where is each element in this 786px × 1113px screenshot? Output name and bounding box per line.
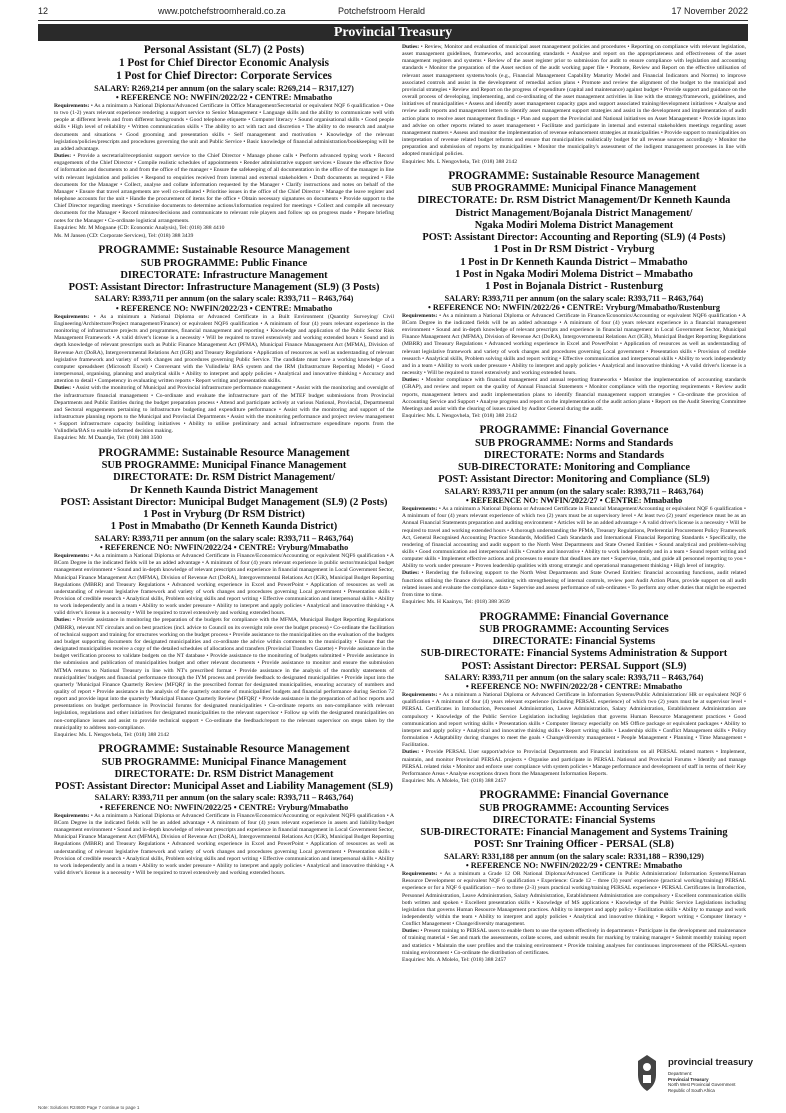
- advert-paragraph: Requirements: • As a minimum a National Diploma/Advanced Certificate in Office Management/Secretarial or equivalent NQF 6 qualification • One to two (1-2) years relevant experience rendering a support service to Senior Management • Language skills and the ability to communicate well with people at different levels and from different backgrounds • Good telephone etiquette • Computer literacy • Sound organisational skills • Good people skills • High level of reliability • Written communication skills • The ability to act with tact and discretion • The ability to do research and analyse documents and situations • Good grooming and presentation skills • Self management and motivation • Knowledge of the relevant legislation/policies/prescripts and procedures governing the unit and Public Service • Basic knowledge of financial administration/bookkeeping will be an added advantage.: [54, 103, 394, 152]
- treasury-logo: [634, 1053, 762, 1099]
- advert-heading: 1 Post for Chief Director: Corporate Services: [116, 70, 332, 83]
- advert-heading: SALARY: R393,711 per annum (on the salary scale: R393,711 – R463,764): [94, 793, 354, 803]
- advert-paragraph: Requirements: • As a minimum a National Diploma or Advanced Certificate in Finance/Economics/Accounting or equivalent NQF6 qualification • A BCom Degree in the indicated fields will be an added advantage • A minimum of four (4) years relevant experience in public sector/municipal budget management environment • Sound and in-depth knowledge of relevant prescripts and experience in financial management in Local Government Sector, Municipal Finance Management Act (MFMA), Division of Revenue Act (DoRA), Intergovernmental Relations Act (IGR), Municipal Budget Reporting Regulations (MBRR) and Treasury Regulations • Advanced working experience in Excel and PowerPoint • Application of resources as well as understanding of relevant legislative framework and variety of work changes and procedures governing Local government • Presentation skills • Provision of credible research • Analytical skills, Problem solving skills and report writing • Effective communication and interpersonal skills • Ability to work independently and in a team • Ability to work under pressure • Ability to interpret and apply policies • Analytical and innovative thinking • A valid driver's license is a necessity • Will be required to travel extensively and working extended hours.: [54, 553, 394, 617]
- job-advert: [402, 789, 746, 964]
- job-advert: [54, 447, 394, 739]
- logo-line: Department:: [668, 1071, 693, 1076]
- header-divider: [38, 20, 748, 21]
- paragraph-label: Duties:: [402, 377, 420, 384]
- advert-heading: PROGRAMME: Financial Governance: [479, 789, 669, 802]
- advert-heading: POST: Assistant Director: Municipal Asset and Liability Management (SL9): [55, 781, 393, 793]
- advert-heading: • REFERENCE NO: NWFIN/2022/22 • CENTRE: Mmabatho: [115, 93, 333, 103]
- logo-title: provincial treasury: [668, 1057, 754, 1068]
- advert-heading: SALARY: R331,188 per annum (on the salary scale: R331,188 – R390,129): [444, 851, 704, 861]
- paragraph-label: Requirements:: [54, 103, 90, 109]
- advert-heading: • REFERENCE NO: NWFIN/2022/23 • CENTRE: Mmabatho: [115, 304, 333, 314]
- advert-paragraph: Requirements: • As a minimum a National Diploma or Advanced Certificate in Information Systems/Public Administration/ HR or equivalent NQF 6 qualification • A minimum of four (4) years relevant experience (including PERSAL experience) of which two (2) years must be at supervisor level • PERSAL Certificates in Introduction, Personnel Administration, Leave Administration, Salary Administration, Establishment Administration are compulsory • Knowledge of the Public Service Legislation including legislation that governs Human Resource Management practices • Good communication and report writing skills • Presentation skills • Computer literacy especially on MS Office package or equivalent packages • Ability to interpret and apply policy • Analytical and innovative thinking skills • Report writing skills • Leadership skills • Conflict Management skills • Policy formulation • Adaptability during changes to meet the goals • Change/diversity management • People Management • Planning • Time Management • Facilitation.: [402, 692, 746, 749]
- advert-heading: PROGRAMME: Sustainable Resource Management: [98, 446, 350, 459]
- paragraph-label: Requirements:: [402, 692, 438, 699]
- paper-name: Potchefstroom Herald: [338, 6, 426, 16]
- advert-paragraph: Duties: • Monitor compliance with financial management and annual reporting frameworks • Monitor the implementation of accounting standards (GRAP), and review and report on the quality of Annual Financial Statements • Monitor compliance with the reporting requirements • Review audit reports, management letters and audit implementation plans to identify financial management support strategies • Co-ordinate the provision of Accounting Service and Support • Analyse progress and report on the implementation of the audit action plans • Report on the Audit Steering Committee Meetings and assist with the clearing of issues raised by Auditor General during the audit.: [402, 377, 746, 412]
- advert-heading: DIRECTORATE: Dr. RSM District Management/Dr Kenneth Kaunda District Management/Bojanala District Management/: [417, 195, 731, 219]
- job-advert: [54, 743, 394, 877]
- advert-heading: SUB-DIRECTORATE: Monitoring and Compliance: [458, 462, 690, 474]
- advert-heading: POST: Snr Training Officer - PERSAL (SL8): [474, 839, 674, 851]
- paragraph-label: Duties:: [54, 385, 72, 392]
- page-header: [38, 6, 748, 20]
- paragraph-label: Requirements:: [402, 506, 438, 513]
- advert-heading: • REFERENCE NO: NWFIN/2022/28 • CENTRE: Mmabatho: [465, 682, 683, 692]
- advert-heading: 1 Post in Dr RSM District - Vryburg: [493, 244, 655, 256]
- advert-heading: • REFERENCE NO: NWFIN/2022/25 • CENTRE: Vryburg/Mmabatho: [99, 803, 349, 813]
- logo-line: Provincial Treasury: [668, 1076, 709, 1082]
- advert-heading: 1 Post in Vryburg (Dr RSM District): [143, 509, 305, 521]
- advert-heading: SALARY: R393,711 per annum (on the salary scale: R393,711 – R463,764): [94, 533, 354, 543]
- logo-line: North West Provincial Government: [668, 1082, 736, 1088]
- advert-heading: SUB PROGRAMME: Municipal Finance Management: [101, 460, 347, 472]
- right-column: [402, 44, 746, 1101]
- advert-paragraph: Duties: • Present training to PERSAL users to enable them to use the system effectively in departments • Participate in the development and maintenance of training material • Set and mark the assessments, collate scores, and submit results for marking by training manager • Submit monthly training report and statistics • Maintain the user profiles and the training environment • Provide training analyses for continuous improvement of the PERSAL-system training environment • Co-ordinate the distribution of certificates.: [402, 928, 746, 956]
- advert-heading: SALARY: R393,711 per annum (on the salary scale: R393,711 – R463,764): [444, 672, 704, 682]
- advert-heading: SUB PROGRAMME: Public Finance: [140, 257, 308, 269]
- job-advert: [402, 170, 746, 421]
- advert-heading: PROGRAMME: Sustainable Resource Management: [98, 244, 350, 257]
- advert-heading: POST: Assistant Director: Municipal Budget Management (SL9) (2 Posts): [60, 496, 388, 508]
- paragraph-label: Requirements:: [402, 312, 438, 319]
- job-advert: [402, 44, 746, 166]
- advert-heading: 1 Post in Bojanala District - Rustenburg: [485, 281, 663, 293]
- advert-heading: 1 Post in Mmabatho (Dr Kenneth Kaunda District): [110, 521, 338, 533]
- advert-heading: DIRECTORATE: Dr. RSM District Management: [114, 768, 334, 780]
- advert-heading: POST: Assistant Director: Monitoring and Compliance (SL9): [438, 474, 710, 486]
- advert-paragraph: Requirements: • As a minimum a National Diploma or Advanced Certificate in Finance/Economics/Accounting or equivalent NQF6 qualification • A BCom Degree in the indicated fields will be an added advantage • A minimum of four (4) years relevant experience in assets and liability/budget management environment • Sound and in-depth knowledge of relevant prescripts and experience in financial management in Local Government Sector, Municipal Finance Management Act (MFMA), Division of Revenue Act (DoRA), Intergovernmental Relations Act (IGR), Municipal Budget Reporting Regulations (MBRR) and Treasury Regulations • Advanced working experience in Excel and PowerPoint • Application of resources as well as understanding of relevant legislative framework and variety of work changes and procedures governing Local government • Presentation skills • Provision of credible research • Analytical skills, Problem solving skills and report writing • Effective communication and interpersonal skills • Ability to work independently and in a team • Ability to work under pressure • Ability to interpret and apply policies • Analytical and innovative thinking • A valid driver's license is a necessity • Will be required to travel extensively and working extended hours.: [54, 812, 394, 876]
- advert-paragraph: Requirements: • As a minimum a Grade 12 OR National Diploma/Advanced Certificate in Public Administration/ Information Systems/Human Resource Development or equivalent NQF 6 qualification • Experience: Grade 12 – three (3) years' experience (practical working/training) PERSAL experience or for a NQF 6 qualification – two to three (2-3) years practical working/training PERSAL experience • PERSAL Certificates in Introduction, Personnel Administration, Leave Administration, Salary Administration, Establishment Administration are compulsory • Excellent communication skills both written and spoken • Excellent presentation skills • Knowledge of MS applications • Knowledge of the Public Service Legislations including legislation that governs Human Resource Management practices. Ability to interpret and apply policy • Facilitation skills • Ability to manage and work independently within the team • Ability to interpret and apply policies • Analytical and innovative thinking • Report writing • Computer literacy • Conflict Management • Change/diversity management.: [402, 871, 746, 928]
- advert-heading: PROGRAMME: Financial Governance: [479, 424, 669, 437]
- advert-heading: 1 Post in Dr Kenneth Kaunda District – Mmabatho: [460, 256, 688, 268]
- job-advert: [402, 424, 746, 606]
- advert-heading: DIRECTORATE: Financial Systems: [492, 814, 656, 826]
- advert-heading: POST: Assistant Director: Infrastructure Management (SL9) (3 Posts): [68, 282, 380, 294]
- advert-paragraph: Duties: • Provide PERSAL User support/advice to Provincial Departments and Financial institutions on all PERSAL related matters • Implement, maintain, and monitor Provincial PERSAL projects • Organise and participate in PERSAL National and Provincial Forums • Identify and manage PERSAL related risks • Monitor and enforce user compliance with system policies • Manage performance and development of staff in terms of their Key Performance Areas • Analyse exceptions drawn from the Management Information Reports.: [402, 749, 746, 777]
- advert-heading: SALARY: R393,711 per annum (on the salary scale: R393,711 – R463,764): [94, 294, 354, 304]
- logo-subtitle: [668, 1071, 760, 1094]
- logo-line: Republic of South Africa: [668, 1088, 715, 1094]
- enquiries-contact: Enquiries: Ms. A Molelo, Tel: (018) 388 2457: [402, 956, 507, 963]
- advert-heading: PROGRAMME: Sustainable Resource Management: [98, 743, 350, 756]
- enquiries-contact: Enquiries: Ms. L Nengovhela, Tel: (018) 388 2142: [54, 731, 170, 738]
- advert-heading: 1 Post for Chief Director Economic Analysis: [118, 57, 330, 70]
- advert-heading: PROGRAMME: Sustainable Resource Management: [448, 169, 700, 182]
- website-url[interactable]: www.potchefstroomherald.co.za: [158, 6, 286, 16]
- advert-heading: DIRECTORATE: Dr. RSM District Management/: [113, 472, 335, 484]
- advert-heading: DIRECTORATE: Norms and Standards: [483, 449, 665, 461]
- advert-heading: SUB PROGRAMME: Municipal Finance Management: [101, 756, 347, 768]
- advert-paragraph: Duties: • Provide a secretarial/receptionist support service to the Chief Director • Manage phone calls • Perform advanced typing work • Record engagements of the Chief Director • Compile realistic schedules of appointments • Render administrative support services • Ensure the effective flow of information and documents to and from the office of the manager • Ensure the safekeeping of all documentation in the office of the manager in line with relevant legislation and policies • Respond to enquiries received from internal and external stakeholders • Draft documents as required • File documents for the Manager • Collect, analyse and collate information requested by the Manager • Clarify instructions and notes on behalf of the Manager • Ensure that travel arrangements are well co-ordinated • Prioritise issues in the office of the Chief Director • Manage the leave register and telephone accounts for the unit • Handle the procurement of items for the office • Obtain necessary signatures on documents • Provide support to the Chief Director regarding meetings • Scrutinise documents to determine actions/information required for meetings • Collect and compile all necessary documents for the Manager • Record minutes/decisions and communicate to relevant role players and follow up on progress made • Prepare briefing notes for the Manager • Co-ordinate logistical arrangements.: [54, 153, 394, 224]
- job-advert: [54, 44, 394, 240]
- issue-date: 17 November 2022: [671, 6, 748, 16]
- advert-paragraph: Duties: • Assist with the monitoring of Municipal and Provincial infrastructure performance management • Assist with the monitoring and oversight of the infrastructure financial management • Co-ordinate and evaluate the infrastructure part of the MTEF budget submissions from Provincial Departments and Public Entities during the budget preparation process • Attend and participate actively at various National, Provincial, Departmental and Sectoral engagements pertaining to infrastructure budgeting and expenditure performance • Assist with the monitoring and support of the infrastructure planning reports to the Municipal and Provincial Departments • Assist with the monitoring performance and project review management • Support infrastructure capacity building initiatives • Ability to utilise preliminary and actual infrastructure expenditure reports from the Vulindlela/BAS to enable informed decision making.: [54, 385, 394, 435]
- advert-heading: • REFERENCE NO: NWFIN/2022/26 • CENTRE: Vryburg/Mmabatho/Rustenburg: [427, 303, 720, 313]
- enquiries-contact: Enquiries: Ms. A Molelo, Tel: (018) 388 2457: [402, 778, 507, 785]
- advert-heading: SALARY: R393,711 per annum (on the salary scale: R393,711 – R463,764): [444, 486, 704, 496]
- coat-of-arms-icon: [634, 1053, 660, 1093]
- enquiries-contact: Enquiries: Mr. M Mogoane (CD: Economic Analysis), Tel: (018) 388 4410: [54, 224, 225, 231]
- enquiries-contact: Enquiries: Mr. M Daantjie, Tel: (018) 388 3500: [54, 435, 163, 442]
- section-banner: Provincial Treasury: [38, 24, 748, 41]
- advert-heading: POST: Assistant Director: PERSAL Support (SL9): [461, 660, 687, 672]
- advert-paragraph: Duties: • Review, Monitor and evaluation of municipal asset management policies and procedures • Reporting on compliance with relevant legislation, asset management guidelines, frameworks, and accounting standards • Analyse and report on the appropriateness and effectiveness of the asset management registers and systems • Review of the asset register prior to submission for audit to ensure compliance with legislation and accounting standards • Monitor the preparation of the Asset section of the audit working paper file • Promote, Review and Report on the effective utilisation of relevant asset management systems/tools (e.g., Financial Management Capability Maturity Model and Financial Indicators and Norms) to improve associated controls and assist in the development of remedial action plans • Promote and review the alignment of the budget to the municipal and provincial strategies • Review and Report on the progress of expenditure (capital and maintenance) against budget • Provide support and guidance on the overall process of developing, implementing, and co-ordinating of the asset management activities in line with the strategy/framework, guidelines, and initiatives of municipalities • Assess and identify asset management capacity gaps and support associated training/development initiatives • Analyse and review audit reports and management letters to identify asset management support strategies and assist in the development and implementation of audit action plans to resolve asset management findings • Plan and support the Provincial and National initiatives on Asset Management • Provide inputs into and advise on other reports related to asset management • Facilitate and participate in internal and external stakeholders meetings regarding asset management matters • Assess and monitor the implementation of revenue enhancement strategies at municipalities • Provide support to municipalities on interpretation of revenue related budget reforms and ensure that municipalities realistically budget for all revenue sources accordingly • Monitor the preparation and submission of reports by municipalities • Monitor the municipality's assessment of the indigent management processes in line with adopted municipal policies.: [402, 44, 746, 158]
- advert-heading: SUB-DIRECTORATE: Financial Management and Systems Training: [420, 827, 728, 839]
- advert-heading: SUB PROGRAMME: Norms and Standards: [474, 437, 674, 449]
- advert-heading: Personal Assistant (SL7) (2 Posts): [143, 44, 305, 56]
- job-advert: [402, 611, 746, 786]
- paragraph-label: Duties:: [402, 749, 420, 756]
- paragraph-label: Duties:: [402, 570, 420, 577]
- enquiries-contact: Enquiries: Ms. L Nengovhela, Tel: (018) 388 2142: [402, 158, 518, 165]
- paragraph-label: Requirements:: [402, 871, 438, 878]
- advert-heading: SUB PROGRAMME: Accounting Services: [479, 623, 669, 635]
- advert-paragraph: Requirements: • As a minimum a National Diploma or Advanced Certificate in Finance/Economics/Accounting or equivalent NQF6 qualification • A BCom Degree in the indicated fields will be an added advantage • A minimum of four (4) years relevant experience in a financial management environment • Sound and in-depth knowledge of relevant prescripts and experience in financial management in Local Government Sector, Municipal Finance Management Act (MFMA), Division of Revenue Act (DoRA), Intergovernmental Relations Act (IGR), Municipal Budget Reporting Regulations (MBRR) and Treasury Regulations • Advanced working experience in Excel and PowerPoint • Application of resources as well as understanding of relevant legislative framework and variety of work changes and procedures governing Local government • Presentation skills • Provision of credible research • Analytical skills, Problem solving skills and report writing • Effective communication and interpersonal skills • Ability to work independently and in a team • Ability to work under pressure • Ability to interpret and apply policies • Analytical and innovative thinking • A valid driver's license is a necessity • Will be required to travel extensively and working extended hours.: [402, 312, 746, 377]
- advert-heading: Ngaka Modiri Molema District Management: [474, 219, 674, 231]
- advert-heading: Dr Kenneth Kaunda District Management: [130, 484, 318, 496]
- enquiries-contact: Enquiries: Ms. H Kaainyu, Tel: (018) 388 3639: [402, 599, 510, 606]
- paragraph-label: Duties:: [402, 928, 420, 935]
- enquiries-contact: Ms. M Jansen (CD: Corporate Services), Tel: (018) 388 3439: [54, 233, 194, 240]
- advert-heading: SUB PROGRAMME: Municipal Finance Management: [451, 183, 697, 195]
- advert-heading: PROGRAMME: Financial Governance: [479, 610, 669, 623]
- advert-heading: • REFERENCE NO: NWFIN/2022/27 • CENTRE: Mmabatho: [465, 496, 683, 506]
- advert-heading: SALARY: R393,711 per annum (on the salary scale: R393,711 – R463,764): [444, 293, 704, 303]
- advert-heading: SUB-DIRECTORATE: Financial Systems Administration & Support: [420, 648, 728, 660]
- advert-heading: DIRECTORATE: Infrastructure Management: [120, 269, 328, 281]
- paragraph-label: Requirements:: [54, 812, 90, 819]
- advert-heading: POST: Assistant Director: Accounting and Reporting (SL9) (4 Posts): [422, 232, 726, 244]
- footer-note: Note: Solutions R24600 Page 7 continue to page 1: [38, 1105, 140, 1110]
- paragraph-label: Requirements:: [54, 313, 90, 320]
- left-column: [54, 44, 394, 1101]
- job-advert: [54, 244, 394, 442]
- paragraph-label: Duties:: [54, 617, 72, 624]
- paragraph-label: Duties:: [54, 153, 72, 160]
- paragraph-label: Requirements:: [54, 553, 90, 560]
- enquiries-contact: Enquiries: Ms. L Nengovhela, Tel: (018) 388 2142: [402, 413, 518, 420]
- advert-heading: • REFERENCE NO: NWFIN/2022/29 • CENTRE: Mmabatho: [465, 861, 683, 871]
- advert-heading: SUB PROGRAMME: Accounting Services: [479, 802, 669, 814]
- advert-heading: SALARY: R269,214 per annum (on the salary scale: R269,214 – R317,127): [94, 83, 354, 93]
- advert-heading: • REFERENCE NO: NWFIN/2022/24 • CENTRE: Vryburg/Mmabatho: [99, 543, 349, 553]
- advert-paragraph: Requirements: • As a minimum a National Diploma or Advanced Certificate in Financial Management/Accounting or equivalent NQF 6 qualification • A minimum of four (4) years relevant experience of which two (2) years must be at supervisory level • At least two (2) years' experience must be as an Annual Financial Statements preparation and auditing environment • Articles will be an added advantage • A valid driver's license is a necessity • Will be required to travel and working extended hours • A thorough understanding the PFMA, Treasury Regulations, Preferential Procurement Policy Framework Act, General Recognised Accounting Practice Standards, Modified Cash Standards and International Financial Reporting Standards • Specifically, the rendering of financial accounting and audit support to the North West Departments and State Owned Entities • Sound analytical and problem-solving skills • Good communication and interpersonal skills • Creative and innovative • Ability to work independently and in a team • Sound report writing and computer skills • Implement effective actions and processes to ensure that deadlines are met • Supervise, train, and guide all personnel reporting to you • Ability to work under pressure • Proven leadership qualities with strong strategic and operational management thinking • High level of integrity.: [402, 506, 746, 570]
- advert-paragraph: Duties: • Rendering the following support to the North West Departments and State Owned Entities: financial accounting functions, audit related functions utilising the finance divisions, assisting with strengthening of internal controls, review post Audit Action Plans, provide support on all audit related issues and evaluate the compliance data • Supervise and assess performance of sub-ordinates • To perform any other duties that might be expected from time to time.: [402, 570, 746, 598]
- paragraph-label: Duties:: [402, 44, 420, 50]
- page-number: 12: [38, 6, 49, 16]
- advert-heading: 1 Post in Ngaka Modiri Molema District – Mmabatho: [455, 268, 693, 280]
- advert-paragraph: Duties: • Provide assistance in monitoring the preparation of the budgets for compliance with the MFMA, Municipal Budget Reporting Regulations (MBRR), relevant NT circulars and on best practices (incl. advice to Council on its oversight role over the budget process) • Co-ordinate the facilitation of technical support and training for structures working on the budget process • Provide assistance to the municipalities on the evaluation of the budgets and budget supporting documents for designated municipalities and co-ordinate the advice within comments to the municipality • Ensure that the designated municipalities receive a copy of the detailed schedules of allocations and transfers (Provincial Transfers Gazette) • Provide assistance in the budget verification process to validate budgets on the NT database • Provide assistance to the monitoring of budgets submitted • Provide assistance in the submission and publication of municipalities budget and other relevant documents • Provide assistance to monitor and ensure the submission MTMA returns to National Treasury in line with NT's prescribed format • Provide assistance in the analysis of the monthly statements of municipalities' budgets and financial performance through the IYM process and provide feedback to designated municipalities • Provide input into the quarterly 'Municipal Finance Quarterly Review (MFQR)' in the prescribed format for designated municipalities, ensuring accuracy of numbers and quality of report • Provide assistance in the analysis of the quarterly outcome of municipalities' budgets and financial performance during Section 72 report and provide input into the quarterly 'Municipal Finance Quarterly Review (MFQR)' • Provide assistance in the preparation of ad hoc reports and presentations on budget performance in Provincial forums for designated municipalities • Co-ordinate reports on non-compliance with relevant legislation, regulations and other initiatives for designated municipalities to the relevant supervisor • Follow up with the designated municipalities on non-compliance issues and assist to provide technical support • Co-ordinate the feedback/report to the relevant supervisor on steps taken by the municipality to address non-compliance.: [54, 617, 394, 731]
- advert-heading: DIRECTORATE: Financial Systems: [492, 636, 656, 647]
- advert-paragraph: Requirements: • As a minimum a National Diploma or Advanced Certificate in a Built Environment (Quantity Surveying/ Civil Engineering/Architecture/Project management/Finance) or equivalent NQF6 qualification • A minimum of four (4) years relevant experience in the monitoring of infrastructure projects and programmes, financial management and reporting • Knowledge and application of the Public Sector Risk Management Framework • A valid driver's license is a necessity • Will be required to travel extensively and working extended hours • Sound and in depth knowledge of relevant prescripts such as Public Finance Management Act (PFMA), Municipal Finance Management Act (MFMA), Division of Revenue Act (DoRA), Intergovernmental Relations Act (IGR) and Treasury Regulations • Application of resources as well as understanding of relevant legislative framework and variety of work changes and procedures governing Public Service. The candidate must have a working knowledge of a computer spreadsheet (Microsoft Excel) • Conversant with the Vulindlela/ BAS system and the IRM (Infrastructure Reporting Model) • Good interpersonal, organising, planning and analytical skills • Ability to interpret and apply policies • Analytical and innovative thinking • Accuracy and attention to detail • Competency in evaluating written reports • Report writing and presentation skills.: [54, 313, 394, 385]
